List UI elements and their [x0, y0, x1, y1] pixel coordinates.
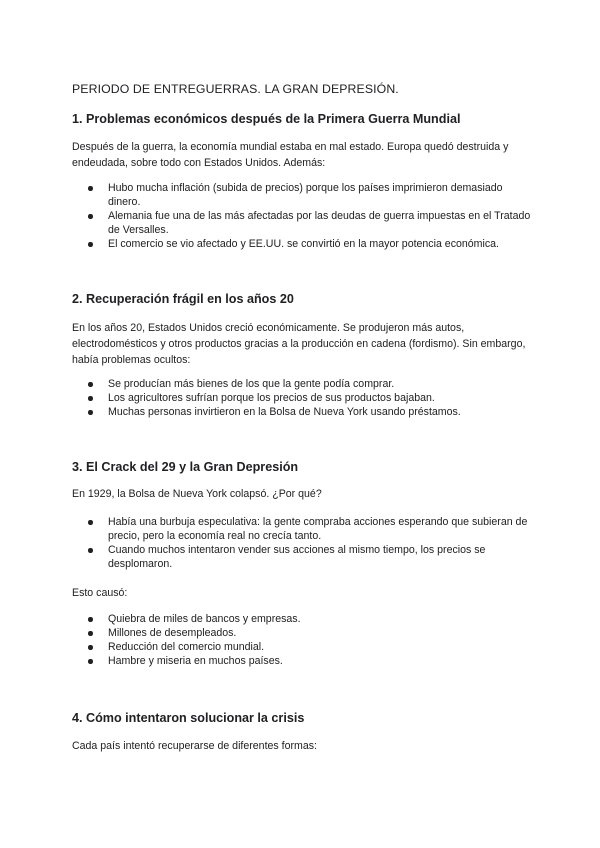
section-3-intro: En 1929, la Bolsa de Nueva York colapsó. ¿Por qué?: [72, 488, 322, 500]
section-3-consequence-intro: Esto causó:: [72, 587, 128, 599]
list-item: Hambre y miseria en muchos países.: [72, 654, 532, 668]
section-2-bullet-list: [72, 377, 532, 419]
section-1-heading: 1. Problemas económicos después de la Primera Guerra Mundial: [72, 112, 461, 126]
section-3-heading: 3. El Crack del 29 y la Gran Depresión: [72, 460, 299, 474]
list-item: Hubo mucha inflación (subida de precios) porque los países imprimieron demasiado dinero.: [72, 181, 532, 209]
section-3-bullet-list: [72, 515, 532, 571]
section-2-heading: 2. Recuperación frágil en los años 20: [72, 292, 294, 306]
list-item: Muchas personas invirtieron en la Bolsa de Nueva York usando préstamos.: [72, 405, 532, 419]
section-1-bullet-list: [72, 181, 532, 251]
list-item: Se producían más bienes de los que la gente podía comprar.: [72, 377, 532, 391]
section-2-intro: En los años 20, Estados Unidos creció económicamente. Se produjeron más autos, electrodomésticos y otros productos gracias a la producción en cadena (fordismo). Sin embargo, había problemas ocultos:: [72, 322, 526, 367]
document-title: PERIODO DE ENTREGUERRAS. LA GRAN DEPRESIÓN.: [72, 82, 399, 96]
list-item: Había una burbuja especulativa: la gente compraba acciones esperando que subieran de precio, pero la economía real no crecía tanto.: [72, 515, 532, 543]
list-item: Quiebra de miles de bancos y empresas.: [72, 612, 532, 626]
section-4-intro: Cada país intentó recuperarse de diferentes formas:: [72, 740, 317, 752]
list-item: Los agricultores sufrían porque los precios de sus productos bajaban.: [72, 391, 532, 405]
section-4-heading: 4. Cómo intentaron solucionar la crisis: [72, 711, 305, 725]
list-item: Alemania fue una de las más afectadas por las deudas de guerra impuestas en el Tratado de Versalles.: [72, 209, 532, 237]
list-item: El comercio se vio afectado y EE.UU. se convirtió en la mayor potencia económica.: [72, 237, 532, 251]
list-item: Reducción del comercio mundial.: [72, 640, 532, 654]
list-item: Cuando muchos intentaron vender sus acciones al mismo tiempo, los precios se desplomaron.: [72, 543, 532, 571]
section-1-intro: Después de la guerra, la economía mundial estaba en mal estado. Europa quedó destruida y endeudada, sobre todo con Estados Unidos. Además:: [72, 141, 509, 170]
list-item: Millones de desempleados.: [72, 626, 532, 640]
section-3-consequence-list: [72, 612, 532, 668]
